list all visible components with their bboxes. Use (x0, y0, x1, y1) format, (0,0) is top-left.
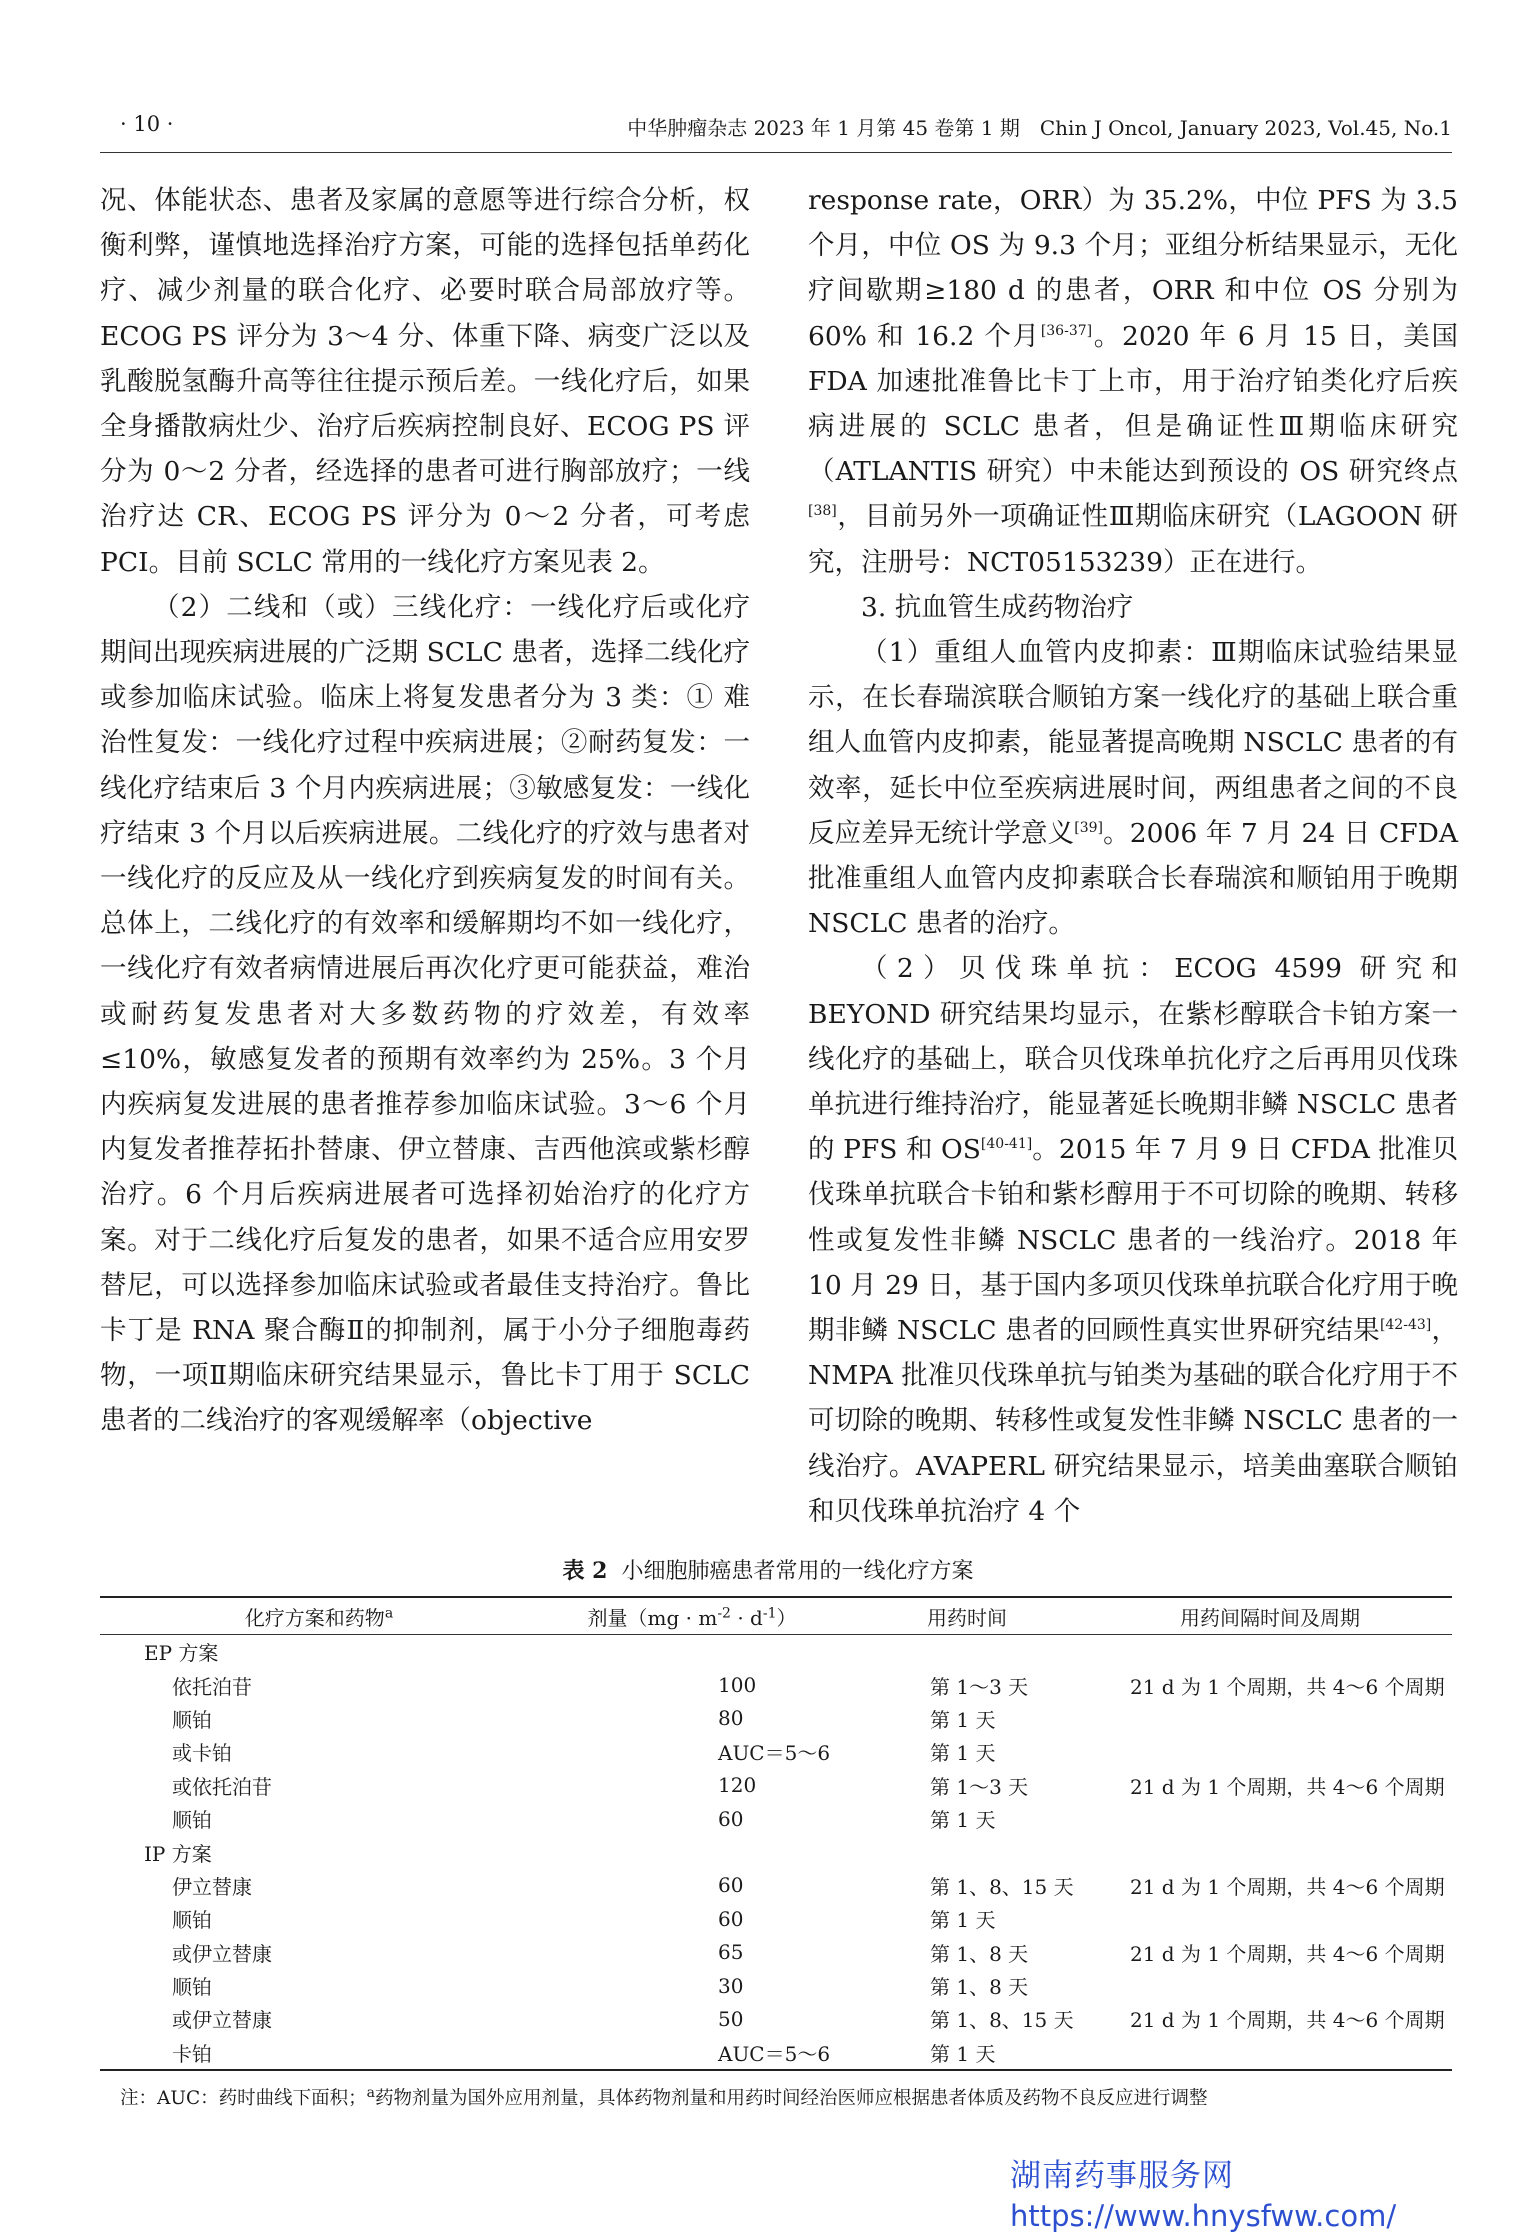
cell-drug: 或伊立替康 (172, 2008, 272, 2033)
cell-cycle (1088, 1668, 1452, 1701)
right-paragraph-3 (808, 946, 1458, 1534)
cell-cycle (1088, 1835, 1452, 1868)
right-paragraph-1 (808, 178, 1458, 585)
table-row (100, 1769, 1452, 1802)
dose-value: AUC＝5～6 (718, 1741, 831, 1766)
cell-time (846, 1735, 1088, 1768)
cell-drug: 或卡铂 (172, 1741, 232, 1766)
cell-cycle (1088, 1735, 1452, 1768)
dose-value: 120 (718, 1773, 757, 1798)
cell-cycle (1088, 1902, 1452, 1935)
header-regimen-label: 化疗方案和药物 (244, 1606, 385, 1630)
footnote-mark: a (366, 2084, 375, 2101)
table-header-row (100, 1597, 1452, 1635)
cycle-value: 21 d 为 1 个周期，共 4～6 个周期 (1130, 2008, 1445, 2033)
cell-dose (538, 1668, 846, 1701)
dose-value: 65 (718, 1940, 744, 1965)
cell-time (846, 1702, 1088, 1735)
time-value: 第 1、8 天 (930, 1941, 1029, 1966)
citation-42-43: [42-43] (1379, 1317, 1432, 1334)
cell-time (846, 2036, 1088, 2070)
dose-unit-exp: -1 (762, 1605, 777, 1622)
text-run: （2）贝伐珠单抗：ECOG 4599 研究和 BEYOND 研究结果均显示，在紫杉醇联合卡铂方案一线化疗的基础上，联合贝伐珠单抗化疗之后再用贝伐珠单抗进行维持治疗，能显著延长晚期非鳞 NSCLC 患者的 PFS 和 OS (808, 953, 1458, 1166)
cell-drug: 伊立替康 (172, 1874, 252, 1899)
cell-cycle (1088, 1702, 1452, 1735)
site-watermark (1010, 2150, 1396, 2233)
cell-drug: 顺铂 (172, 1908, 212, 1933)
cell-cycle (1088, 1802, 1452, 1835)
text-run: 。2020 年 6 月 15 日，美国 FDA 加速批准鲁比卡丁上市，用于治疗铂类化疗后疾病进展的 SCLC 患者，但是确证性Ⅲ期临床研究（ATLANTIS 研究）中未能达到预设的 OS 研究终点 (808, 320, 1458, 488)
header-regimen-footnote-mark: a (384, 1605, 394, 1622)
citation-40-41: [40-41] (980, 1136, 1033, 1153)
table-row (100, 1902, 1452, 1935)
time-value: 第 1～3 天 (930, 1774, 1029, 1799)
table-row (100, 1969, 1452, 2002)
cell-time (846, 2002, 1088, 2035)
table-row (100, 1735, 1452, 1768)
cell-time (846, 1635, 1088, 1669)
table-row (100, 1936, 1452, 1969)
dose-value: 60 (718, 1906, 744, 1931)
time-value: 第 1、8、15 天 (930, 2008, 1074, 2033)
dose-value: 80 (718, 1706, 744, 1731)
time-value: 第 1 天 (930, 1808, 996, 1833)
cell-time (846, 1668, 1088, 1701)
cycle-value: 21 d 为 1 个周期，共 4～6 个周期 (1130, 1874, 1445, 1899)
table-title: 小细胞肺癌患者常用的一线化疗方案 (621, 1559, 974, 1584)
dose-value: 100 (718, 1673, 757, 1698)
dose-value: 60 (718, 1806, 744, 1831)
cell-cycle (1088, 1869, 1452, 1902)
cell-drug: 或伊立替康 (172, 1941, 272, 1966)
time-value: 第 1 天 (930, 1707, 996, 1732)
dose-unit-part: ） (776, 1606, 797, 1630)
time-value: 第 1、8 天 (930, 1975, 1029, 2000)
cell-drug: 卡铂 (172, 2041, 212, 2066)
cell-time (846, 1936, 1088, 1969)
footnote-text: 注：AUC：药时曲线下面积； (120, 2088, 367, 2109)
cell-drug: 顺铂 (172, 1707, 212, 1732)
cell-regimen: IP 方案 (144, 1841, 212, 1866)
table-row (100, 1802, 1452, 1835)
time-value: 第 1、8、15 天 (930, 1874, 1074, 1899)
text-run: ，NMPA 批准贝伐珠单抗与铂类为基础的联合化疗用于不可切除的晚期、转移性或复发性非鳞 NSCLC 患者的一线治疗。AVAPERL 研究结果显示，培美曲塞联合顺铂和贝伐珠单抗治疗 4 个 (808, 1315, 1459, 1527)
time-value: 第 1 天 (930, 1741, 996, 1766)
cell-cycle (1088, 1936, 1452, 1969)
cell-dose (538, 1735, 846, 1768)
right-paragraph-2 (808, 630, 1458, 946)
cell-drug: 顺铂 (172, 1975, 212, 2000)
cell-regimen: EP 方案 (144, 1641, 219, 1666)
table-row (100, 1668, 1452, 1701)
cell-dose (538, 1702, 846, 1735)
cell-dose (538, 1869, 846, 1902)
cell-cycle (1088, 2036, 1452, 2070)
header-regimen (100, 1597, 538, 1635)
cycle-value: 21 d 为 1 个周期，共 4～6 个周期 (1130, 1674, 1445, 1699)
citation-39: [39] (1074, 820, 1104, 837)
watermark-site-name: 湖南药事服务网 (1010, 2158, 1234, 2194)
table-row (100, 2036, 1452, 2070)
section-heading-antiangiogenic: 3. 抗血管生成药物治疗 (861, 591, 1134, 623)
text-run: response rate，ORR）为 35.2%，中位 PFS 为 3.5 个月，中位 OS 为 9.3 个月；亚组分析结果显示，无化疗间歇期≥180 d 的患者，ORR 和中位 OS 分别为 60% 和 16.2 个月 (808, 185, 1458, 352)
footnote-text: 药物剂量为国外应用剂量，具体药物剂量和用药时间经治医师应根据患者体质及药物不良反应进行调整 (374, 2088, 1208, 2109)
cell-time (846, 1835, 1088, 1868)
cell-dose (538, 1835, 846, 1868)
citation-36-37: [36-37] (1040, 322, 1093, 339)
cell-dose (538, 1936, 846, 1969)
citation-38: [38] (808, 503, 837, 520)
journal-citation: 中华肿瘤杂志 2023 年 1 月第 45 卷第 1 期 Chin J Oncol, January 2023, Vol.45, No.1 (627, 116, 1452, 140)
cell-time (846, 1902, 1088, 1935)
text-run: （1）重组人血管内皮抑素：Ⅲ期临床试验结果显示，在长春瑞滨联合顺铂方案一线化疗的基础上联合重组人血管内皮抑素，能显著提高晚期 NSCLC 患者的有效率，延长中位至疾病进展时间，两组患者之间的不良反应差异无统计学意义 (808, 637, 1458, 849)
dose-value: AUC＝5～6 (718, 2041, 831, 2066)
cell-dose (538, 1902, 846, 1935)
cell-cycle (1088, 2002, 1452, 2035)
table-number: 表 2 (562, 1558, 608, 1584)
header-dose (538, 1597, 846, 1635)
table-row (100, 2002, 1452, 2035)
text-run: ，目前另外一项确证性Ⅲ期临床研究（LAGOON 研究，注册号：NCT05153239）正在进行。 (808, 501, 1458, 578)
table-footnote (120, 2084, 1480, 2110)
time-value: 第 1～3 天 (930, 1674, 1029, 1699)
watermark-url: https://www.hnysfww.com/ (1010, 2199, 1397, 2233)
cell-dose (538, 1802, 846, 1835)
cell-drug: 顺铂 (172, 1808, 212, 1833)
cell-drug: 依托泊苷 (172, 1674, 252, 1699)
dose-unit-part: 剂量（mg · m (587, 1606, 718, 1630)
dose-value: 60 (718, 1873, 744, 1898)
chemo-regimen-table (100, 1596, 1452, 2071)
cell-time (846, 1769, 1088, 1802)
table-row (100, 1702, 1452, 1735)
cell-cycle (1088, 1635, 1452, 1669)
text-run: 。2006 年 7 月 24 日 CFDA 批准重组人血管内皮抑素联合长春瑞滨和顺铂用于晚期 NSCLC 患者的治疗。 (808, 817, 1459, 940)
dose-value: 30 (718, 1973, 744, 1998)
cell-cycle (1088, 1769, 1452, 1802)
cycle-value: 21 d 为 1 个周期，共 4～6 个周期 (1130, 1774, 1445, 1799)
cell-dose (538, 1769, 846, 1802)
cell-cycle (1088, 1969, 1452, 2002)
cell-time (846, 1969, 1088, 2002)
cell-dose (538, 1635, 846, 1669)
cell-dose (538, 2036, 846, 2070)
right-column (808, 178, 1458, 1534)
dose-value: 50 (718, 2006, 744, 2031)
text-run: 。2015 年 7 月 9 日 CFDA 批准贝伐珠单抗联合卡铂和紫杉醇用于不可切除的晚期、转移性或复发性非鳞 NSCLC 患者的一线治疗。2018 年 10 月 29 日，基于国内多项贝伐珠单抗联合化疗用于晚期非鳞 NSCLC 患者的回顾性真实世界研究结果 (808, 1134, 1458, 1347)
cell-time (846, 1802, 1088, 1835)
cycle-value: 21 d 为 1 个周期，共 4～6 个周期 (1130, 1941, 1445, 1966)
dose-unit-exp: -2 (717, 1605, 731, 1622)
cell-drug: 或依托泊苷 (172, 1774, 272, 1799)
table-caption (0, 1554, 1536, 1585)
header-time: 用药时间 (846, 1597, 1088, 1635)
left-column (100, 178, 750, 1444)
cell-dose (538, 2002, 846, 2035)
page-header (100, 112, 1452, 153)
page-number: · 10 · (120, 112, 174, 136)
header-cycle: 用药间隔时间及周期 (1088, 1597, 1452, 1635)
table-row (100, 1635, 1452, 1669)
cell-dose (538, 1969, 846, 2002)
dose-unit-part: · d (730, 1606, 763, 1630)
table-row (100, 1869, 1452, 1902)
left-paragraph-1: 况、体能状态、患者及家属的意愿等进行综合分析，权衡利弊，谨慎地选择治疗方案，可能的选择包括单药化疗、减少剂量的联合化疗、必要时联合局部放疗等。ECOG PS 评分为 3～4 分、体重下降、病变广泛以及乳酸脱氢酶升高等往往提示预后差。一线化疗后，如果全身播散病灶少、治疗后疾病控制良好、ECOG PS 评分为 0～2 分者，经选择的患者可进行胸部放疗；一线治疗达 CR、ECOG PS 评分为 0～2 分者，可考虑 PCI。目前 SCLC 常用的一线化疗方案见表 2。 (100, 185, 750, 578)
table-row (100, 1835, 1452, 1868)
cell-time (846, 1869, 1088, 1902)
time-value: 第 1 天 (930, 2041, 996, 2066)
time-value: 第 1 天 (930, 1908, 996, 1933)
left-paragraph-2: （2）二线和（或）三线化疗：一线化疗后或化疗期间出现疾病进展的广泛期 SCLC 患者，选择二线化疗或参加临床试验。临床上将复发患者分为 3 类：① 难治性复发：一线化疗过程中疾病进展；②耐药复发：一线化疗结束后 3 个月内疾病进展；③敏感复发：一线化疗结束 3 个月以后疾病进展。二线化疗的疗效与患者对一线化疗的反应及从一线化疗到疾病复发的时间有关。总体上，二线化疗的有效率和缓解期均不如一线化疗，一线化疗有效者病情进展后再次化疗更可能获益，难治或耐药复发患者对大多数药物的疗效差，有效率≤10%，敏感复发者的预期有效率约为 25%。3 个月内疾病复发进展的患者推荐参加临床试验。3～6 个月内复发者推荐拓扑替康、伊立替康、吉西他滨或紫杉醇治疗。6 个月后疾病进展者可选择初始治疗的化疗方案。对于二线化疗后复发的患者，如果不适合应用安罗替尼，可以选择参加临床试验或者最佳支持治疗。鲁比卡丁是 RNA 聚合酶Ⅱ的抑制剂，属于小分子细胞毒药物，一项Ⅱ期临床研究结果显示，鲁比卡丁用于 SCLC 患者的二线治疗的客观缓解率（objective (100, 591, 750, 1437)
